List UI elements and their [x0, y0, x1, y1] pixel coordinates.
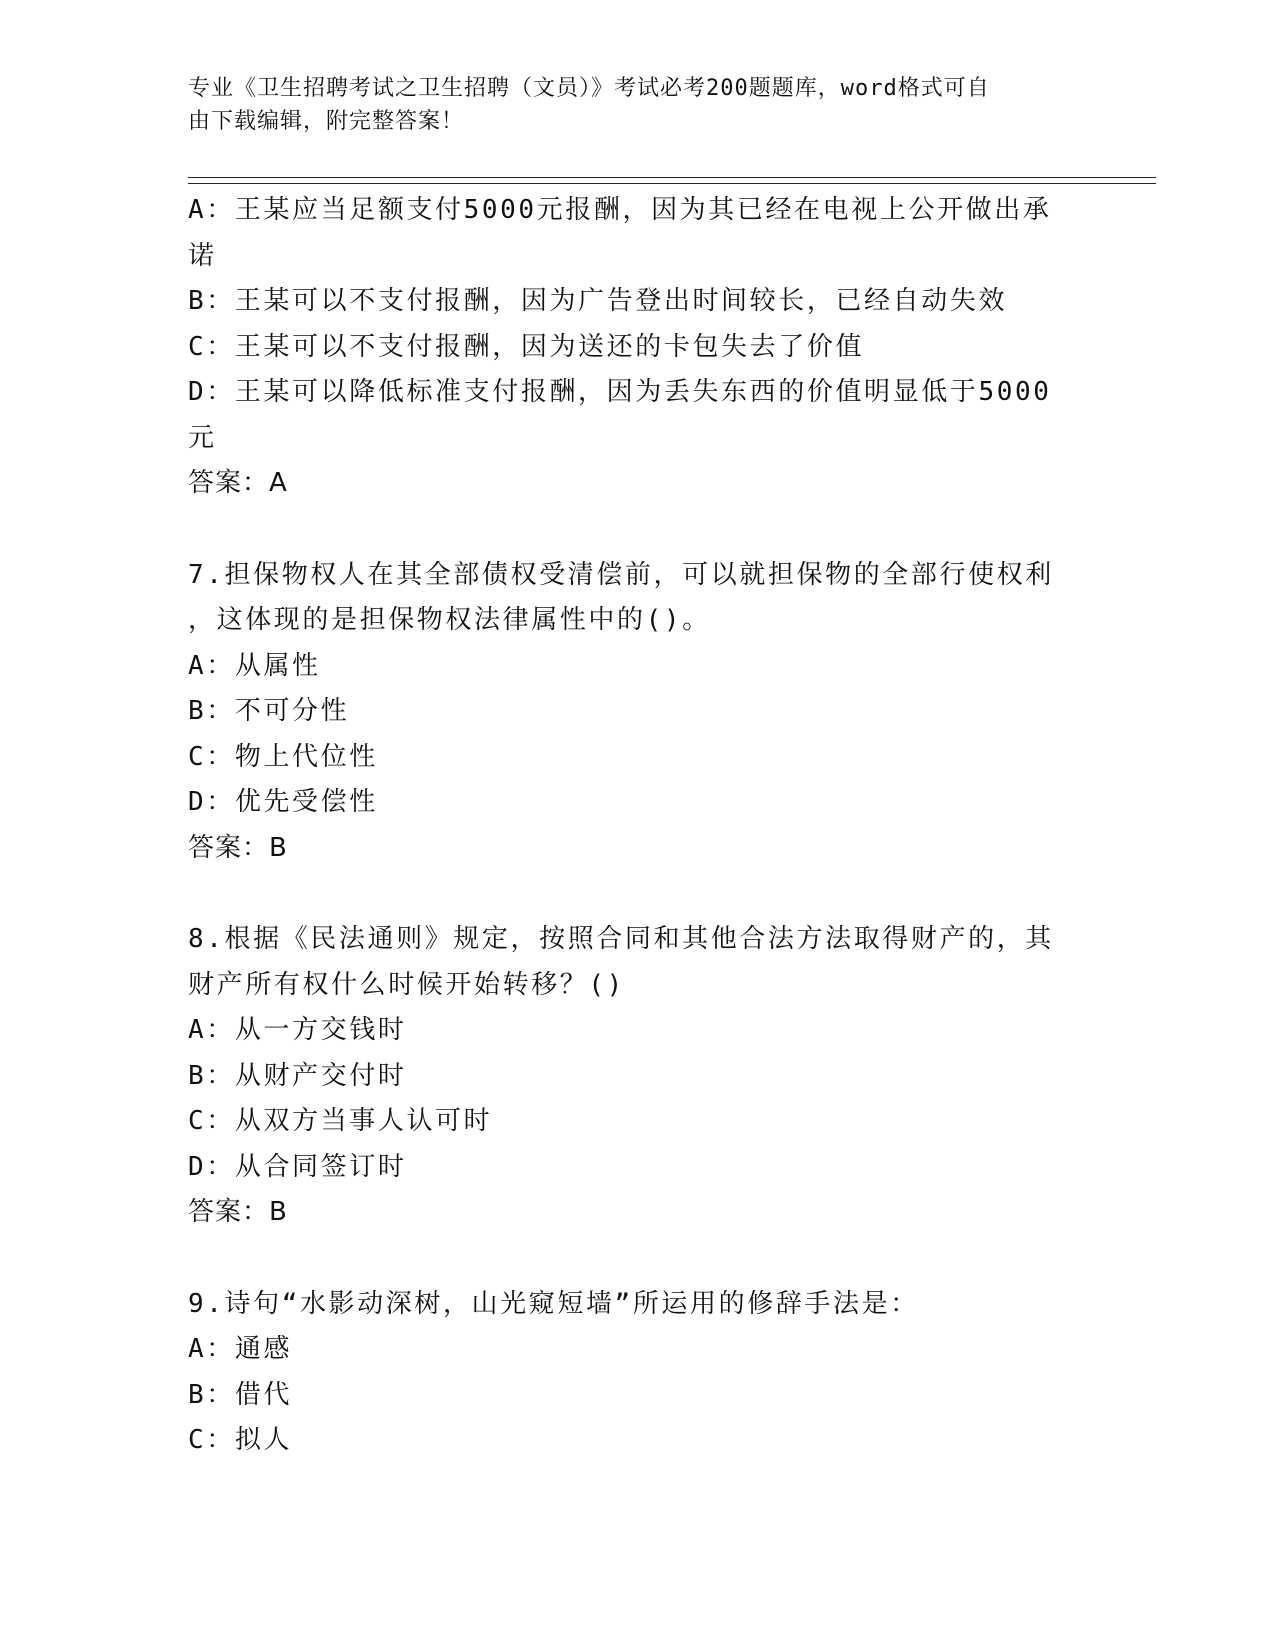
option-c: C：拟人: [188, 1425, 293, 1455]
option-a-line-1: A：王某应当足额支付5000元报酬，因为其已经在电视上公开做出承: [188, 195, 1052, 225]
header-divider-bottom: [188, 183, 1156, 184]
question-stem-line-1: 9.诗句“水影动深树，山光窥短墙”所运用的修辞手法是：: [188, 1288, 919, 1319]
question-stem-line-1: 7.担保物权人在其全部债权受清偿前，可以就担保物的全部行使权利: [188, 559, 1054, 590]
answer: 答案：A: [188, 468, 288, 498]
option-c: C：王某可以不支付报酬，因为送还的卡包失去了价值: [188, 331, 865, 362]
option-d: D：从合同签订时: [188, 1151, 407, 1182]
answer: 答案：B: [188, 1197, 288, 1227]
option-b: B：王某可以不支付报酬，因为广告登出时间较长，已经自动失效: [188, 286, 1008, 316]
option-d-line-2: 元: [188, 422, 217, 453]
question-8: [188, 917, 1068, 1236]
option-d-line-1: D：王某可以降低标准支付报酬，因为丢失东西的价值明显低于5000: [188, 377, 1052, 407]
option-a: A：从属性: [188, 650, 321, 681]
header-line-1: 专业《卫生招聘考试之卫生招聘（文员）》考试必考200题题库，word格式可自: [188, 76, 990, 101]
option-a: A：从一方交钱时: [188, 1015, 407, 1045]
header-line-2: 由下载编辑，附完整答案！: [188, 109, 465, 134]
option-b: B：不可分性: [188, 696, 350, 726]
option-a: A：通感: [188, 1334, 293, 1364]
header-divider-top: [188, 177, 1156, 178]
question-7: [188, 553, 1068, 872]
option-b: B：借代: [188, 1379, 293, 1410]
answer: 答案：B: [188, 832, 288, 863]
question-9: [188, 1282, 1068, 1464]
document-header: [188, 72, 1068, 138]
option-c: C：从双方当事人认可时: [188, 1106, 493, 1136]
option-c: C：物上代位性: [188, 741, 378, 772]
option-b: B：从财产交付时: [188, 1060, 407, 1091]
question-list: [188, 188, 1068, 1464]
question-stem-line-1: 8.根据《民法通则》规定，按照合同和其他合法方法取得财产的，其: [188, 924, 1054, 954]
option-d: D：优先受偿性: [188, 787, 378, 817]
question-6-continued: [188, 188, 1068, 507]
question-stem-line-2: 财产所有权什么时候开始转移？(): [188, 969, 625, 1000]
question-stem-line-2: ，这体现的是担保物权法律属性中的()。: [188, 605, 711, 635]
option-a-line-2: 诺: [188, 240, 217, 271]
